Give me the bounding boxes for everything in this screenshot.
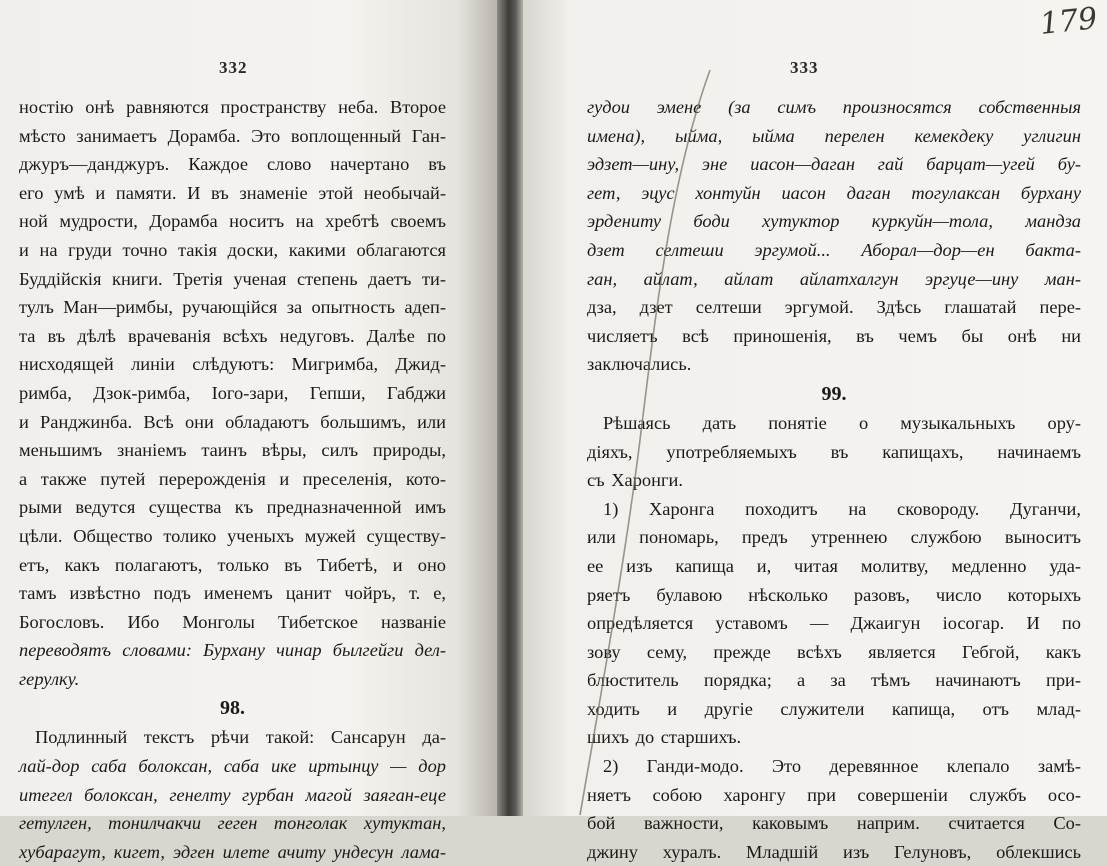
- handwritten-folio-mark: 179: [1038, 1, 1099, 42]
- text-line: ее изъ капища и, читая молитву, медленно уда-: [587, 555, 1081, 576]
- text-line: переводятъ словами: Бурхану чинар былгейги дел-: [19, 640, 446, 661]
- text-line: 2) Ганди-модо. Это деревянное клепало замѣ-: [603, 756, 1081, 777]
- text-line: гет, эцус хонтуйн иасон даган тогулаксан бурхану: [587, 182, 1081, 203]
- book-gutter: [497, 0, 523, 816]
- text-line: и Ранджинба. Всѣ они обладаютъ большимъ, или: [19, 411, 446, 432]
- page-number-left: 332: [219, 58, 248, 77]
- text-line: заключались.: [587, 354, 692, 375]
- text-line: лай-дор саба болоксан, саба ике иртынцу — дор: [19, 756, 446, 777]
- text-line: его умѣ и памяти. И въ знаменіе этой необычай-: [19, 182, 446, 203]
- text-line: Подлинный текстъ рѣчи такой: Сансарун да-: [35, 727, 446, 748]
- text-line: цѣли. Общество толико ученыхъ мужей существу-: [19, 525, 446, 546]
- section-number: 98.: [220, 697, 245, 720]
- text-line: герулку.: [19, 668, 80, 689]
- text-line: дзет селтеши эргумой... Аборал—дор—ен бакта-: [587, 239, 1081, 260]
- text-line: няетъ собою харонгу при совершеніи службъ осо-: [587, 784, 1081, 805]
- text-line: джину хуралъ. Младшій изъ Гелуновъ, облекшись: [587, 841, 1081, 862]
- text-line: эдзет—ину, эне иасон—даган гай барцат—угей бу-: [587, 154, 1081, 175]
- text-line: та въ дѣлѣ врачеванія всѣхъ недуговъ. Далѣе по: [19, 325, 446, 346]
- text-line: нисходящей линіи слѣдуютъ: Мигримба, Джид-: [19, 354, 446, 375]
- left-page-text: [19, 93, 446, 866]
- text-line: шихъ до старшихъ.: [587, 727, 742, 748]
- page-number-right: 333: [790, 58, 819, 77]
- text-line: мѣсто занимаетъ Дорамба. Это воплощенный Ган-: [19, 125, 446, 146]
- text-line: эрдениту боди хутуктор куркуйн—тола, мандза: [587, 211, 1081, 232]
- text-line: рыми ведутся существа къ предназначенной имъ: [19, 497, 446, 518]
- text-line: римба, Дзок-римба, Іого-зари, Гепши, Габджи: [19, 382, 446, 403]
- text-line: ган, айлат, айлат айлатхалгун эргуце—ину ман-: [587, 268, 1081, 289]
- text-line: зову сему, прежде всѣхъ является Гебгой, какъ: [587, 641, 1081, 662]
- text-line: гетулген, тонилчакчи геген тонголак хутуктан,: [19, 813, 446, 834]
- text-line: гудои эмене (за симъ произносятся собственныя: [587, 97, 1081, 117]
- left-page: [0, 0, 497, 862]
- text-line: и на груди точно такія доски, какими облагаются: [19, 239, 446, 260]
- text-line: ной мудрости, Дорамба носитъ на хребтѣ своемъ: [19, 211, 446, 232]
- text-line: Буддійскія книги. Третія ученая степень даетъ ти-: [19, 268, 446, 289]
- text-line: имена), ыйма, ыйма перелен кемекдеку углигин: [587, 125, 1081, 146]
- text-line: меньшимъ знаніемъ таинъ вѣры, силъ природы,: [19, 440, 446, 461]
- text-line: итегел болоксан, генелту гурбан магой заяган-еце: [19, 784, 446, 805]
- text-line: ностію онѣ равняются пространству неба. Второе: [19, 97, 446, 117]
- text-line: діяхъ, употребляемыхъ въ капищахъ, начинаемъ: [587, 441, 1081, 462]
- section-number: 99.: [821, 382, 847, 405]
- text-line: а также путей перерожденія и преселенія, кото-: [19, 468, 446, 489]
- text-line: джуръ—данджуръ. Каждое слово начертано въ: [19, 154, 446, 175]
- text-line: хубарагут, кигет, эдген илете ачиту ундесун лама-: [19, 841, 446, 862]
- text-line: Рѣшаясь дать понятіе о музыкальныхъ ору-: [603, 412, 1081, 433]
- text-line: бой важности, каковымъ наприм. считается Со-: [587, 813, 1081, 834]
- text-line: ходить и другіе служители капища, отъ млад-: [587, 698, 1081, 719]
- text-line: тамъ извѣстно подъ именемъ цанит чойръ, т. е,: [19, 583, 446, 604]
- text-line: 1) Харонга походитъ на сковороду. Дуганчи,: [603, 498, 1081, 519]
- text-line: етъ, какъ полагаютъ, только въ Тибетѣ, и оно: [19, 554, 446, 575]
- text-line: или пономарь, предъ утреннею службою выноситъ: [587, 527, 1081, 548]
- text-line: съ Харонги.: [587, 470, 683, 491]
- text-line: ряетъ булавою нѣсколько разовъ, число которыхъ: [587, 584, 1081, 605]
- text-line: блюститель порядка; а за тѣмъ начинаютъ при-: [587, 670, 1081, 691]
- text-line: дза, дзет селтеши эргумой. Здѣсь глашатай пере-: [587, 297, 1081, 318]
- text-line: опредѣляется уставомъ — Джаигун іосогар. И по: [587, 613, 1081, 634]
- text-line: тулъ Ман—римбы, ручающійся за опытность адеп-: [19, 297, 446, 318]
- text-line: числяетъ всѣ приношенія, въ чемъ бы онѣ ни: [587, 325, 1081, 346]
- pencil-stroke-mark: [560, 60, 720, 820]
- text-line: Богословъ. Ибо Монголы Тибетское названіе: [19, 611, 446, 632]
